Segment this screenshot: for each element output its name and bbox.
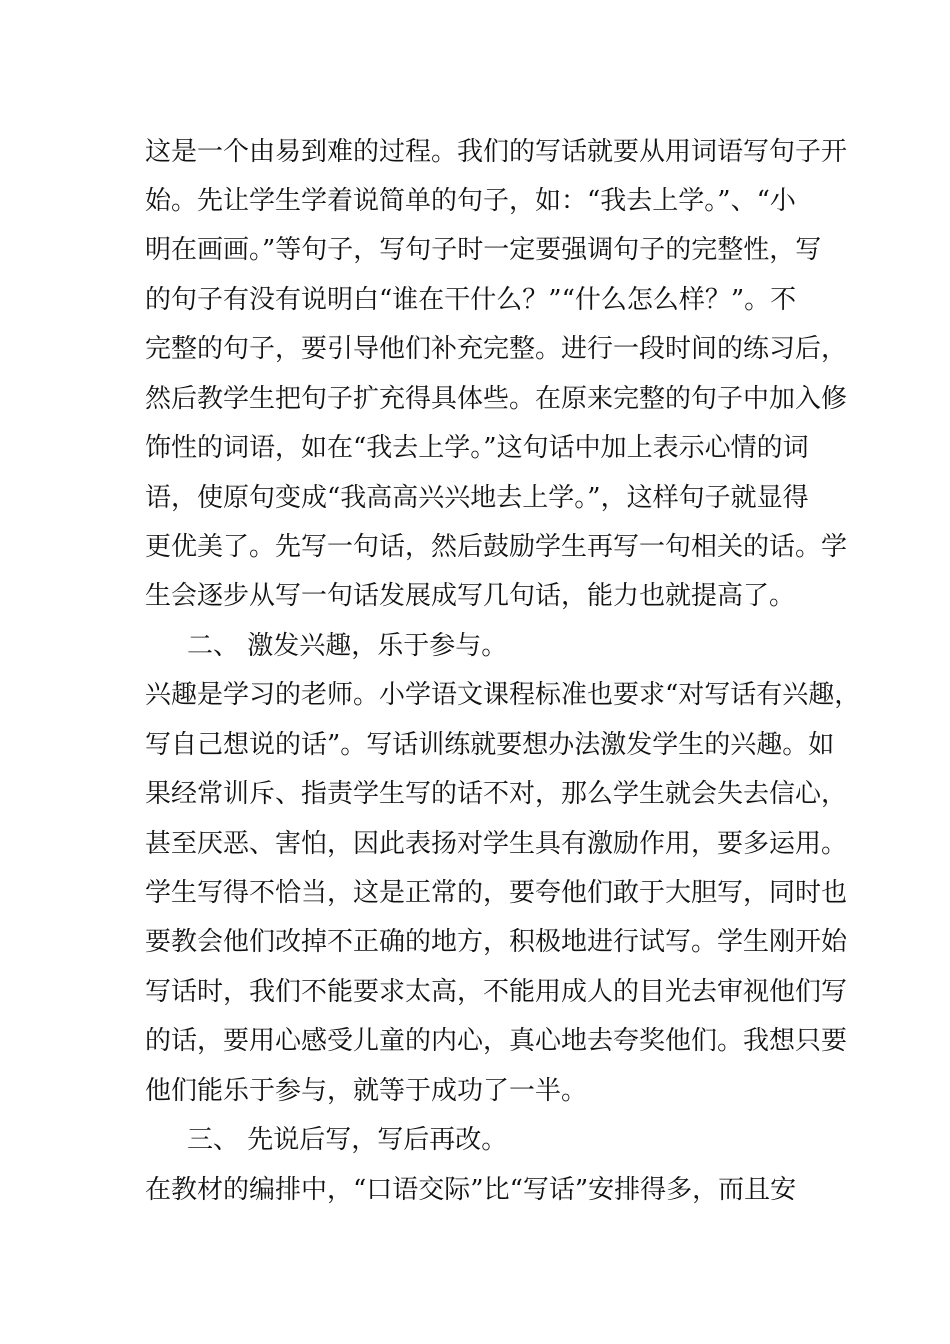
paragraph-line: 他们能乐于参与，就等于成功了一半。 (145, 1076, 588, 1106)
paragraph-line: 兴趣是学习的老师。小学语文课程标准也要求“对写话有兴趣， (145, 680, 861, 710)
paragraph-line: 果经常训斥、指责学生写的话不对，那么学生就会失去信心， (145, 779, 848, 809)
paragraph-line: 写话时，我们不能要求太高，不能用成人的目光去审视他们写 (145, 977, 848, 1007)
paragraph-line: 的句子有没有说明白“谁在干什么？”“什么怎么样？”。不 (145, 285, 797, 315)
paragraph-line: 完整的句子，要引导他们补充完整。进行一段时间的练习后， (145, 334, 848, 364)
paragraph-line: 要教会他们改掉不正确的地方，积极地进行试写。学生刚开始 (145, 927, 848, 957)
section-heading: 二、 激发兴趣，乐于参与。 (187, 631, 508, 661)
paragraph-line: 更优美了。先写一句话，然后鼓励学生再写一句相关的话。学 (145, 532, 848, 562)
paragraph-line: 这是一个由易到难的过程。我们的写话就要从用词语写句子开 (145, 137, 848, 167)
paragraph-line: 甚至厌恶、害怕，因此表扬对学生具有激励作用，要多运用。 (145, 829, 848, 859)
paragraph-line: 然后教学生把句子扩充得具体些。在原来完整的句子中加入修 (145, 384, 848, 414)
paragraph-line: 明在画画。”等句子，写句子时一定要强调句子的完整性，写 (145, 235, 822, 265)
paragraph-line: 写自己想说的话”。写话训练就要想办法激发学生的兴趣。如 (145, 730, 835, 760)
paragraph-line: 语，使原句变成“我高高兴兴地去上学。”，这样句子就显得 (145, 483, 809, 513)
paragraph-line: 学生写得不恰当，这是正常的，要夸他们敢于大胆写，同时也 (145, 878, 848, 908)
paragraph-line: 饰性的词语，如在“我去上学。”这句话中加上表示心情的词 (145, 433, 809, 463)
paragraph-line: 在教材的编排中，“口语交际”比“写话”安排得多，而且安 (145, 1175, 797, 1205)
section-heading: 三、 先说后写，写后再改。 (187, 1125, 508, 1155)
paragraph-line: 的话，要用心感受儿童的内心，真心地去夸奖他们。我想只要 (145, 1026, 848, 1056)
paragraph-line: 生会逐步从写一句话发展成写几句话，能力也就提高了。 (145, 581, 796, 611)
paragraph-line: 始。先让学生学着说简单的句子，如：“我去上学。”、“小 (145, 186, 796, 216)
